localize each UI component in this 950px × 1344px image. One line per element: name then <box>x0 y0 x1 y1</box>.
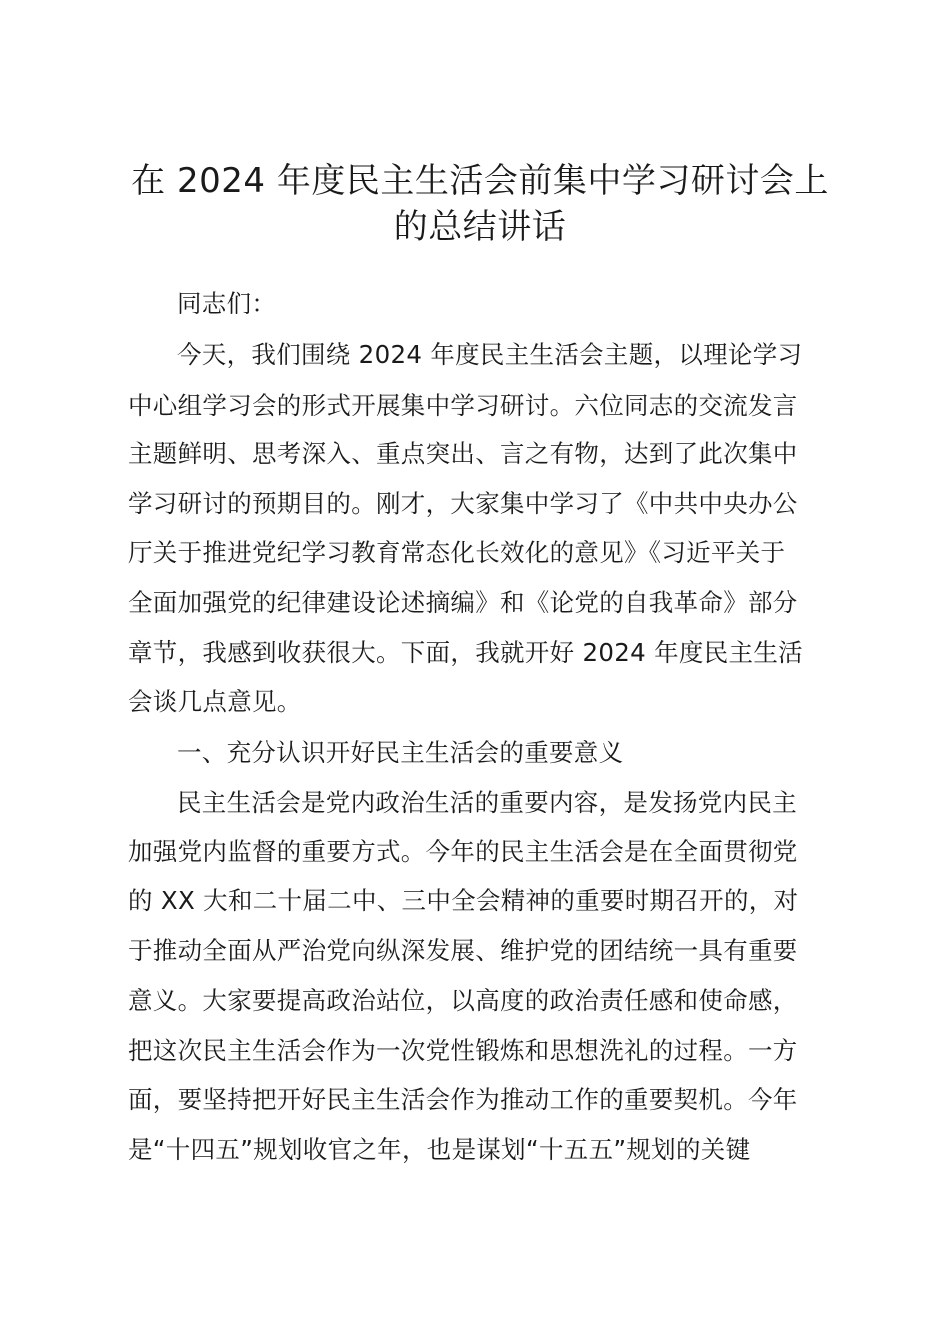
paragraph-line: 加强党内监督的重要方式。今年的民主生活会是在全面贯彻党 <box>128 837 798 866</box>
paragraph-line: 把这次民主生活会作为一次党性锻炼和思想洗礼的过程。一方 <box>128 1036 798 1065</box>
salutation: 同志们： <box>177 289 277 318</box>
paragraph-line: 民主生活会是党内政治生活的重要内容，是发扬党内民主 <box>177 788 797 817</box>
paragraph-line: 是“十四五”规划收官之年，也是谋划“十五五”规划的关键 <box>128 1135 751 1164</box>
paragraph-line: 的 XX 大和二十届二中、三中全会精神的重要时期召开的，对 <box>128 886 799 915</box>
title-line: 的总结讲话 <box>393 207 567 247</box>
paragraph-line: 全面加强党的纪律建设论述摘编》和《论党的自我革命》部分 <box>128 588 798 617</box>
paragraph-line: 中心组学习会的形式开展集中学习研讨。六位同志的交流发言 <box>128 391 798 420</box>
paragraph-line: 会谈几点意见。 <box>128 687 302 716</box>
paragraph-line: 学习研讨的预期目的。刚才，大家集中学习了《中共中央办公 <box>128 489 798 518</box>
paragraph-line: 厅关于推进党纪学习教育常态化长效化的意见》《习近平关于 <box>128 538 786 567</box>
paragraph-line: 章节，我感到收获很大。下面，我就开好 2024 年度民主生活 <box>128 638 803 667</box>
document-title <box>100 158 860 250</box>
paragraph-line: 面，要坚持把开好民主生活会作为推动工作的重要契机。今年 <box>128 1085 798 1114</box>
section-heading: 一、充分认识开好民主生活会的重要意义 <box>177 738 624 767</box>
title-line: 在 2024 年度民主生活会前集中学习研讨会上 <box>131 161 829 201</box>
paragraph-line: 意义。大家要提高政治站位，以高度的政治责任感和使命感， <box>128 986 798 1015</box>
paragraph-line: 于推动全面从严治党向纵深发展、维护党的团结统一具有重要 <box>128 936 798 965</box>
paragraph-line: 主题鲜明、思考深入、重点突出、言之有物，达到了此次集中 <box>128 439 798 468</box>
paragraph-line: 今天，我们围绕 2024 年度民主生活会主题，以理论学习 <box>177 340 803 369</box>
